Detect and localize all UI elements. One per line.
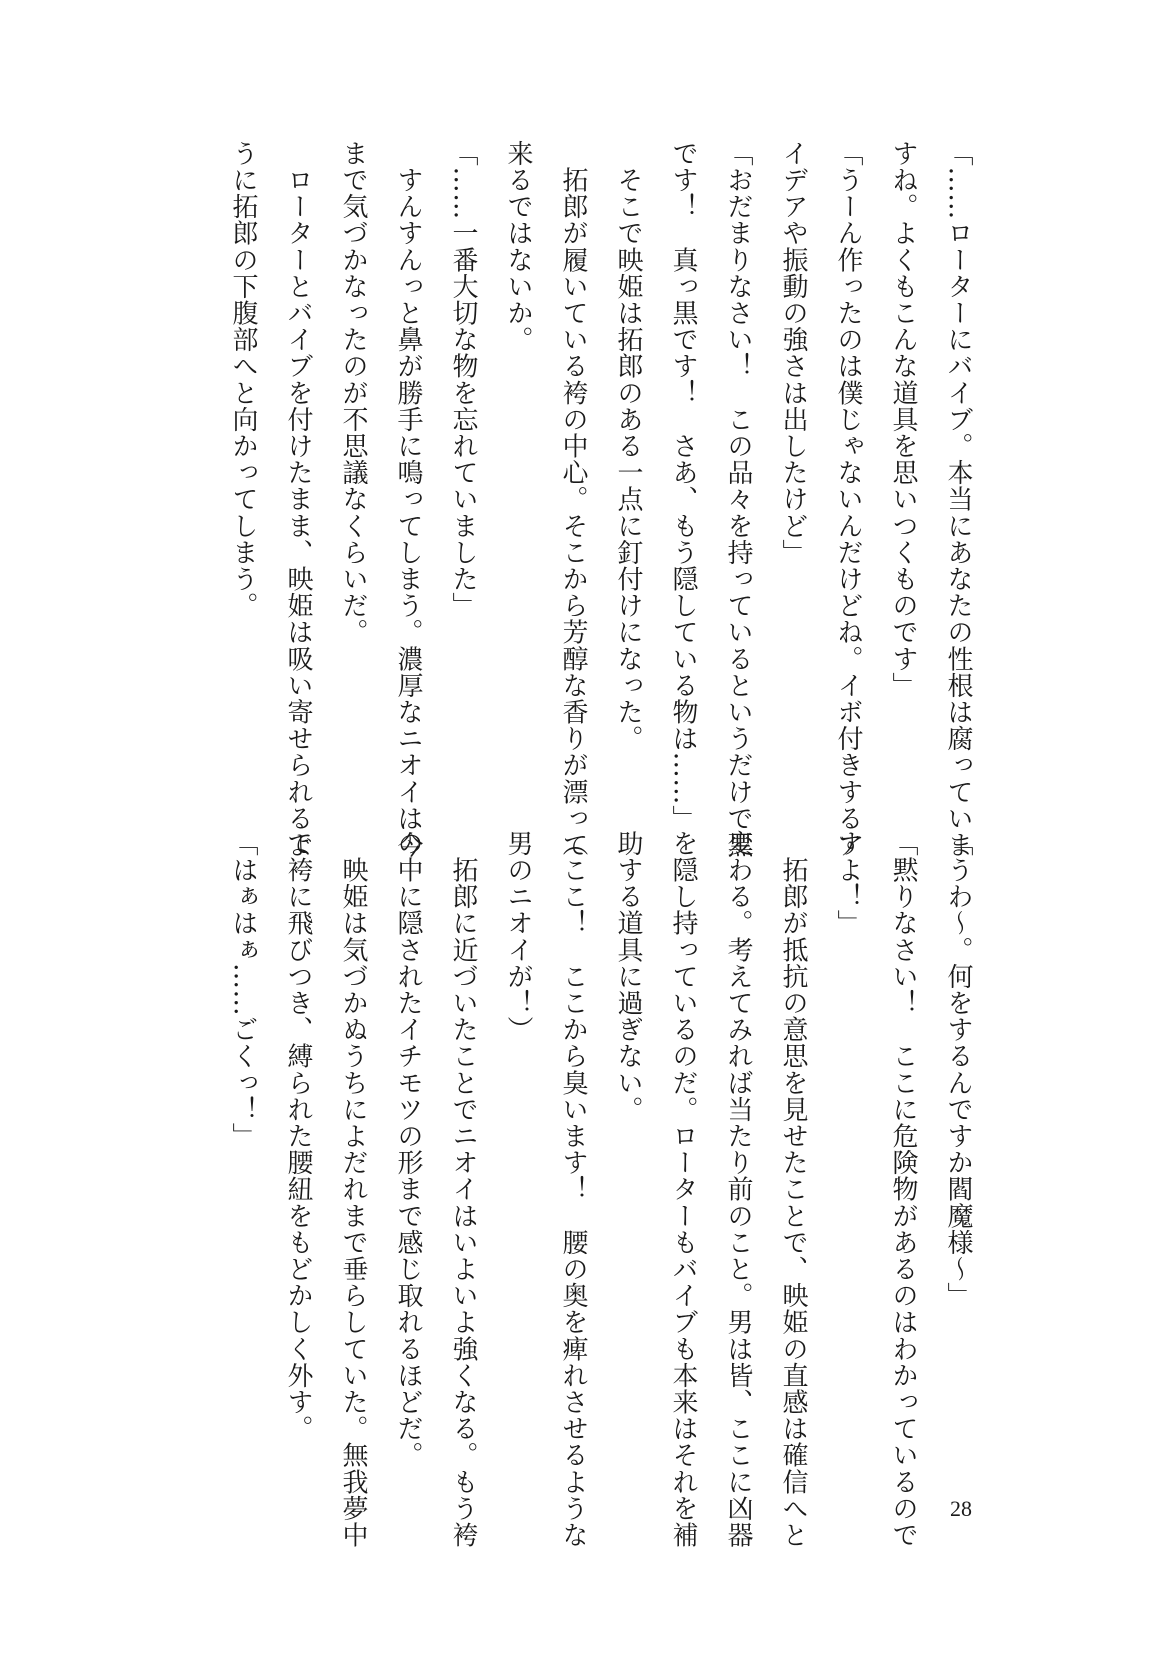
text-line: の中に隠されたイチモツの形まで感じ取れるほどだ。 — [393, 830, 423, 1469]
text-line: 「……一番大切な物を忘れていました」 — [448, 140, 478, 619]
text-line: すね。よくもこんな道具を思いつくものです」 — [888, 140, 918, 699]
text-line: で袴に飛びつき、縛られた腰紐をもどかしく外す。 — [283, 830, 313, 1442]
text-line: ローターとバイブを付けたまま、映姫は吸い寄せられるよ — [283, 140, 313, 859]
text-line: 「はぁはぁ……ごくっ！」 — [228, 830, 258, 1150]
text-line: 助する道具に過ぎない。 — [613, 830, 643, 1123]
text-line: イデアや振動の強さは出したけど」 — [778, 140, 808, 566]
text-line: 拓郎が履いている袴の中心。そこから芳醇な香りが漂って — [558, 140, 588, 859]
text-line: 来るではないか。 — [503, 140, 533, 353]
page-number: 28 — [950, 1496, 972, 1521]
text-line: 変わる。考えてみれば当たり前のこと。男は皆、ここに凶器 — [723, 830, 753, 1549]
text-line: 拓郎に近づいたことでニオイはいよいよ強くなる。もう袴 — [448, 830, 478, 1549]
text-line: 「うわ～。何をするんですか閻魔様～」 — [943, 830, 973, 1309]
text-line: うに拓郎の下腹部へと向かってしまう。 — [228, 140, 258, 619]
text-line: そこで映姫は拓郎のある一点に釘付けになった。 — [613, 140, 643, 752]
text-line: 「うーん作ったのは僕じゃないんだけどね。イボ付きするア — [833, 140, 863, 859]
text-line: すんすんっと鼻が勝手に鳴ってしまう。濃厚なニオイは今 — [393, 140, 423, 859]
text-block-top — [215, 140, 985, 859]
text-line: です！ 真っ黒です！ さあ、もう隠している物は……」 — [668, 140, 698, 832]
text-line: 「おだまりなさい！ この品々を持っているというだけで黒 — [723, 140, 753, 859]
text-line: 映姫は気づかぬうちによだれまで垂らしていた。無我夢中 — [338, 830, 368, 1549]
text-line: すよ！」 — [833, 830, 863, 937]
text-line: を隠し持っているのだ。ローターもバイブも本来はそれを補 — [668, 830, 698, 1549]
text-line: 拓郎が抵抗の意思を見せたことで、映姫の直感は確信へと — [778, 830, 808, 1549]
text-line: まで気づかなったのが不思議なくらいだ。 — [338, 140, 368, 646]
text-line: 男のニオイが！） — [503, 830, 533, 1043]
text-line: 「……ローターにバイブ。本当にあなたの性根は腐っていま — [943, 140, 973, 859]
text-line: 「黙りなさい！ ここに危険物があるのはわかっているので — [888, 830, 918, 1549]
text-line: （ここ！ ここから臭います！ 腰の奥を痺れさせるような — [558, 830, 588, 1549]
